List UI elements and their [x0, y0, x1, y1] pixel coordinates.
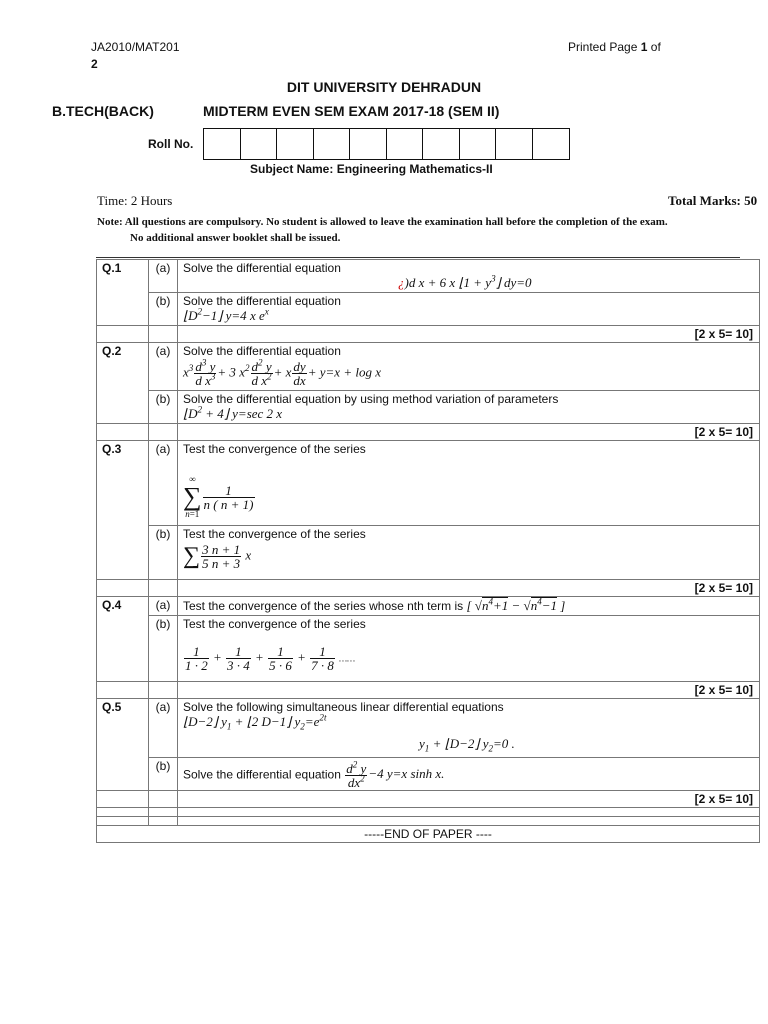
- q4a-text: Test the convergence of the series whose nth term is: [183, 599, 464, 613]
- note-divider: [96, 257, 740, 258]
- q3a-equation: ∞ ∑ n=1 $\frac{1}{n ( n + 1)}$: [183, 474, 254, 519]
- question-number: Q.5: [97, 699, 149, 791]
- table-row: [97, 580, 760, 597]
- table-row: [97, 682, 760, 699]
- roll-box[interactable]: [423, 129, 460, 159]
- q2b-equation: $⌊D^2$ + 4⌋ y=sec 2 x: [183, 404, 283, 421]
- roll-box[interactable]: [277, 129, 314, 159]
- q2a-equation: $x^3$ $\frac{d^3 y}{d x^3}$ + 3 $x^2$ $\frac{d^2 y}{d x^2}$ + x $\frac{dy}{dx}$ + y=x + log x: [183, 357, 381, 388]
- part-label: (a): [149, 441, 178, 526]
- table-row: [97, 260, 760, 293]
- total-marks: Total Marks: 50: [668, 193, 758, 208]
- question-text: [178, 758, 760, 791]
- page-number: 1: [640, 40, 648, 54]
- question-text: [178, 526, 760, 580]
- table-row: [97, 817, 760, 826]
- paper-code: JA2010/MAT201: [91, 40, 180, 54]
- part-label: (b): [149, 616, 178, 682]
- part-label: (b): [149, 391, 178, 424]
- q4b-equation: $\frac{1}{1 \cdot 2}$ + $\frac{1}{3 \cdot 4}$ + $\frac{1}{5 \cdot 6}$ + $\frac{1}{7 \cdot 8}$ ……: [185, 644, 356, 673]
- question-text: [178, 343, 760, 391]
- table-row: [97, 391, 760, 424]
- q1b-equation: $⌊D^2-1⌋$ y=4 x $e^x$: [183, 306, 269, 323]
- question-text: [178, 597, 760, 616]
- question-text: [178, 293, 760, 326]
- question-text: [178, 391, 760, 424]
- question-text: [178, 616, 760, 682]
- table-row: [97, 791, 760, 808]
- page-of: of: [650, 40, 661, 54]
- q5a-text: Solve the following simultaneous linear differential equations: [183, 700, 504, 714]
- subject-name: Subject Name: Engineering Mathematics-II: [250, 162, 493, 176]
- question-text: [178, 260, 760, 293]
- question-number: Q.4: [97, 597, 149, 682]
- roll-box[interactable]: [496, 129, 533, 159]
- question-text: [178, 441, 760, 526]
- roll-box[interactable]: [460, 129, 497, 159]
- table-row: [97, 808, 760, 817]
- part-label: (a): [149, 699, 178, 758]
- roll-label: Roll No.: [148, 137, 194, 151]
- questions-table: [96, 259, 760, 843]
- exam-time: Time: 2 Hours: [97, 193, 173, 208]
- program-name: B.TECH(BACK): [52, 103, 154, 119]
- exam-title: MIDTERM EVEN SEM EXAM 2017-18 (SEM II): [203, 103, 500, 119]
- end-of-paper: -----END OF PAPER ----: [97, 826, 760, 843]
- table-row: [97, 526, 760, 580]
- q2b-text: Solve the differential equation by using method variation of parameters: [183, 392, 559, 406]
- part-label: (a): [149, 260, 178, 293]
- roll-box[interactable]: [350, 129, 387, 159]
- q4b-text: Test the convergence of the series: [183, 617, 366, 631]
- question-number: Q.2: [97, 343, 149, 424]
- q2a-text: Solve the differential equation: [183, 344, 341, 358]
- part-label: (a): [149, 597, 178, 616]
- paper-code-cont: 2: [91, 57, 98, 71]
- table-row: [97, 826, 760, 843]
- marks-label: [2 x 5= 10]: [178, 424, 760, 441]
- q3a-text: Test the convergence of the series: [183, 442, 366, 456]
- marks-label: [2 x 5= 10]: [178, 791, 760, 808]
- question-number: Q.1: [97, 260, 149, 326]
- table-row: [97, 424, 760, 441]
- table-row: [97, 597, 760, 616]
- part-label: (b): [149, 293, 178, 326]
- table-row: [97, 343, 760, 391]
- note-line-2: No additional answer booklet shall be issued.: [130, 232, 341, 244]
- roll-box[interactable]: [314, 129, 351, 159]
- part-label: (a): [149, 343, 178, 391]
- marks-label: [2 x 5= 10]: [178, 326, 760, 343]
- table-row: [97, 699, 760, 758]
- roll-box[interactable]: [533, 129, 570, 159]
- q4a-equation: [ $√n^4+1 - √n^4-1$ ]: [466, 596, 566, 613]
- q3b-equation: ∑ $\frac{3 n + 1}{5 n + 3}$ x: [183, 542, 252, 571]
- roll-box[interactable]: [241, 129, 278, 159]
- roll-box[interactable]: [387, 129, 424, 159]
- marks-label: [2 x 5= 10]: [178, 580, 760, 597]
- university-name: DIT UNIVERSITY DEHRADUN: [286, 79, 482, 95]
- q5a-equation-2: $y_1$ + ⌊D−2⌋ $y_2=0$ .: [419, 736, 515, 754]
- q1a-text: Solve the differential equation: [183, 261, 341, 275]
- part-label: (b): [149, 526, 178, 580]
- table-row: [97, 441, 760, 526]
- note-line-1: Note: All questions are compulsory. No student is allowed to leave the examination hall before the completion of the exam.: [97, 216, 668, 228]
- roll-box[interactable]: [204, 129, 241, 159]
- q1b-text: Solve the differential equation: [183, 294, 341, 308]
- question-number: Q.3: [97, 441, 149, 580]
- q1a-equation: ¿)d x + 6 x ⌊1 + $y^3⌋$ dy=0: [398, 273, 532, 290]
- table-row: [97, 326, 760, 343]
- q5a-equation-1: ⌊D−2⌋ $y_1$ + ⌊2 D−1⌋ $y_2=e^{2t}$: [183, 712, 327, 732]
- table-row: [97, 293, 760, 326]
- marks-label: [2 x 5= 10]: [178, 682, 760, 699]
- q5b-text: Solve the differential equation: [183, 767, 341, 782]
- q3b-text: Test the convergence of the series: [183, 527, 366, 541]
- part-label: (b): [149, 758, 178, 791]
- table-row: [97, 758, 760, 791]
- roll-number-boxes[interactable]: [203, 128, 570, 160]
- printed-page-label: Printed Page: [568, 40, 638, 54]
- table-row: [97, 616, 760, 682]
- q5b-equation: $\frac{d^2 y}{dx^2}$ −4 y=x sinh x.: [346, 759, 445, 790]
- question-text: [178, 699, 760, 758]
- printed-page: [568, 40, 661, 54]
